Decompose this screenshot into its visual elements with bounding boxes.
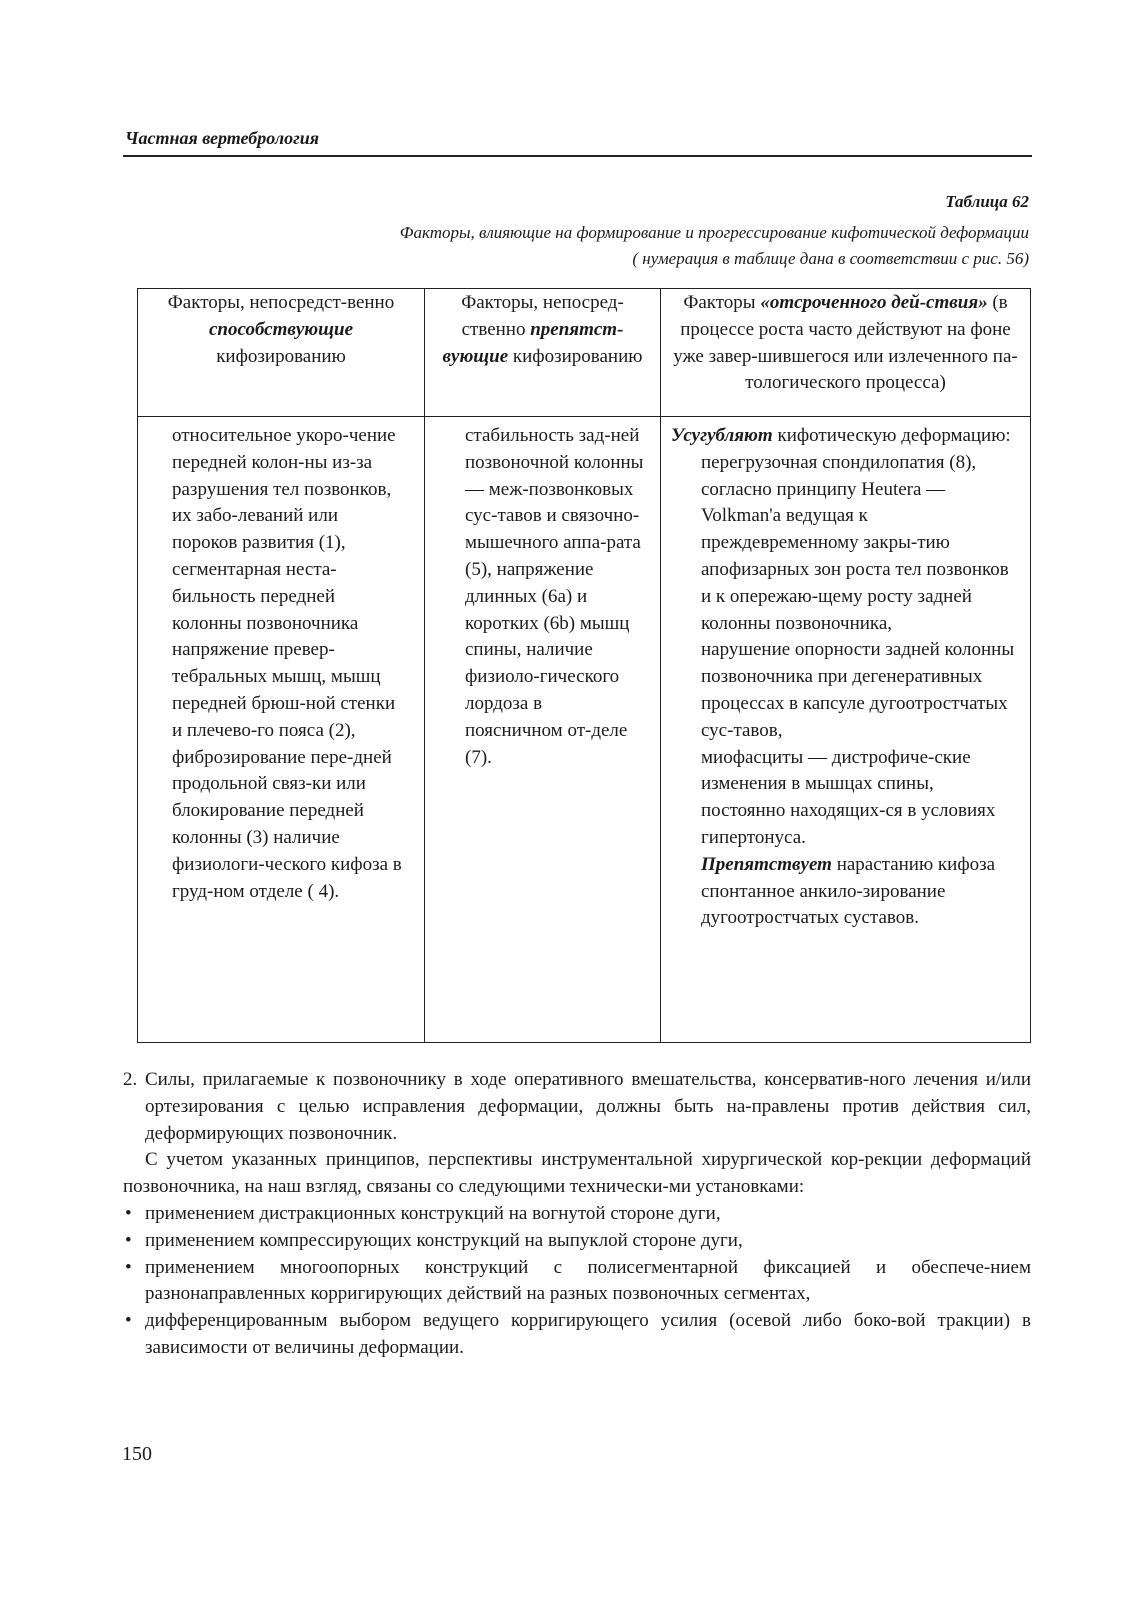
bullet-list [123, 1201, 1031, 1362]
header-promoting: Факторы, непосредст-венно способствующие кифозированию [138, 289, 425, 417]
delayed-item: нарушение опорности задней колонны позвоночника при дегенеративных процессах в капсуле дугоотростчатых сус-тавов, [701, 639, 1015, 741]
table-row [138, 417, 1031, 1043]
cell-delayed [661, 417, 1031, 1043]
table-label: Таблица 62 [945, 192, 1029, 211]
paragraph: С учетом указанных принципов, перспективы инструментальной хирургической кор-рекции деформаций позвоночника, на наш взгляд, связаны со следующими технически-ми установками: [123, 1149, 1031, 1198]
list-item: • применением многоопорных конструкций с полисегментарной фиксацией и обеспече-нием разнонаправленных корригирующих действий на разных позвоночных сегментах, [123, 1255, 1031, 1309]
running-header: Частная вертебрология [125, 128, 320, 148]
delayed-lead: Усугубляют кифотическую деформацию: [671, 425, 1011, 446]
header-delayed: Факторы «отсроченного дей-ствия» (в процессе роста часто действуют на фоне уже завер-шившегося или излеченного па-тологического процесса) [661, 289, 1031, 417]
numbered-item: 2. Силы, прилагаемые к позвоночнику в ходе оперативного вмешательства, консерватив-ного лечения и/или ортезирования с целью исправления деформации, должны быть на-правлены против действия сил, деформирующих позвоночник. [123, 1069, 1031, 1144]
body-text [123, 1067, 1031, 1362]
table-header-row [138, 289, 1031, 417]
cell-preventing: стабильность зад-ней позвоночной колонны — меж-позвонковых сус-тавов и связочно-мышечного аппа-рата (5), напряжение длинных (6а) и коротких (6b) мышц спины, наличие физиоло-гического лордоза в поясничном от-деле (7). [425, 417, 661, 1043]
cell-promoting: относительное укоро-чение передней колон-ны из-за разрушения тел позвонков, их забо-леваний или пороков развития (1), сегментарная неста-бильность передней колонны позвоночника напряжение превер-тебральных мышц, мышц передней брюш-ной стенки и плечево-го пояса (2), фиброзирование пере-дней продольной связ-ки или блокирование передней колонны (3) наличие физиологи-ческого кифоза в груд-ном отделе ( 4). [138, 417, 425, 1043]
page-number: 150 [122, 1443, 152, 1465]
delayed-item: миофасциты — дистрофиче-ские изменения в мышцах спины, постоянно находящих-ся в условиях гипертонуса. [701, 746, 996, 848]
header-preventing: Факторы, непосред-ственно препятст-вующие кифозированию [425, 289, 661, 417]
factors-table [137, 288, 1031, 1043]
table-caption-line2: ( нумерация в таблице дана в соответствии с рис. 56) [632, 249, 1029, 268]
list-item: • дифференцированным выбором ведущего корригирующего усилия (осевой либо боко-вой тракции) в зависимости от величины деформации. [123, 1308, 1031, 1362]
table-caption [209, 220, 1029, 272]
delayed-tail: Препятствует нарастанию кифоза спонтанное анкило-зирование дугоотростчатых суставов. [701, 853, 996, 929]
delayed-item: перегрузочная спондилопатия (8), согласно принципу Heutera —Volkman'a ведущая к преждевременному закры-тию апофизарных зон роста тел позвонков и к опережаю-щему росту задней колонны позвоночника, [701, 451, 1009, 634]
header-rule [123, 155, 1032, 157]
list-item: • применением компрессирующих конструкций на выпуклой стороне дуги, [123, 1228, 1031, 1255]
list-item: • применением дистракционных конструкций на вогнутой стороне дуги, [123, 1201, 1031, 1228]
table-caption-line1: Факторы, влияющие на формирование и прогрессирование кифотической деформации [399, 223, 1029, 242]
